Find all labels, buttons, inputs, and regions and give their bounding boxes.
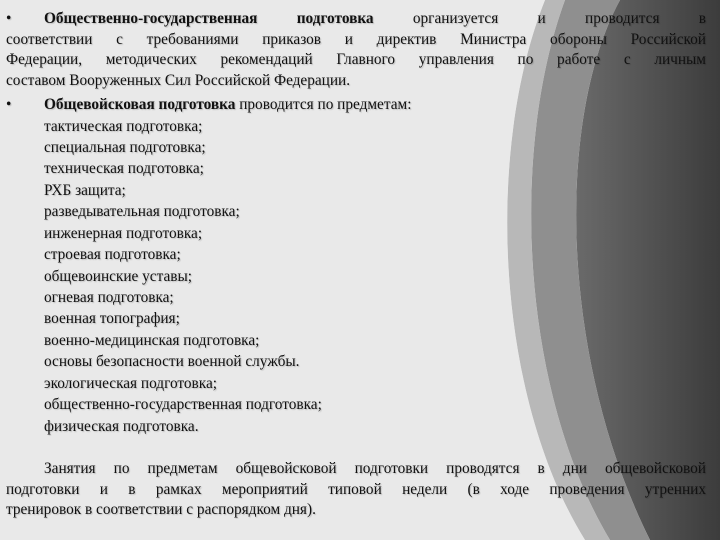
list-item: разведывательная подготовка;	[44, 203, 240, 221]
paragraph-line: Занятия по предметам общевойсковой подготовки проводятся в дни общевойсковой	[44, 460, 706, 477]
paragraph-combined-arms-training	[6, 95, 706, 116]
paragraph-line: соответствии с требованиями приказов и директив Министра обороны Российской	[6, 30, 706, 48]
line-text: организуется и проводится в	[412, 10, 706, 27]
list-item: основы безопасности военной службы.	[44, 353, 300, 371]
list-item: инженерная подготовка;	[44, 224, 203, 242]
paragraph-social-state-training	[6, 9, 706, 91]
list-item: специальная подготовка;	[44, 138, 206, 156]
paragraph-line	[6, 9, 706, 30]
list-item: военно-медицинская подготовка;	[44, 331, 260, 349]
bullet: •	[6, 10, 12, 27]
bold-lead: Общевойсковая подготовка	[44, 96, 236, 113]
list-item: строевая подготовка;	[44, 246, 181, 264]
paragraph-line: подготовки и в рамках мероприятий типовой недели (в ходе проведения утренних	[6, 480, 706, 498]
paragraph-line: составом Вооруженных Сил Российской Федерации.	[6, 71, 351, 89]
list-item: РХБ защита;	[44, 181, 126, 199]
list-item: тактическая подготовка;	[44, 117, 203, 135]
list-item: общественно-государственная подготовка;	[44, 396, 322, 414]
list-item: экологическая подготовка;	[44, 374, 218, 392]
subjects-list	[44, 117, 322, 439]
list-item: физическая подготовка.	[44, 417, 199, 435]
paragraph-line: тренировок в соответствии с распорядком дня).	[6, 501, 316, 518]
list-item: военная топография;	[44, 310, 180, 328]
bold-lead: Общественно-государственная подготовка	[44, 10, 374, 27]
list-item: огневая подготовка;	[44, 289, 174, 306]
list-item: техническая подготовка;	[44, 160, 204, 178]
list-item: общевоинские уставы;	[44, 267, 193, 285]
bullet: •	[6, 96, 12, 113]
paragraph-line: Федерации, методических рекомендаций Главного управления по работе с личным	[6, 51, 706, 68]
line-text: проводится по предметам:	[235, 96, 412, 113]
paragraph-schedule	[6, 459, 706, 521]
